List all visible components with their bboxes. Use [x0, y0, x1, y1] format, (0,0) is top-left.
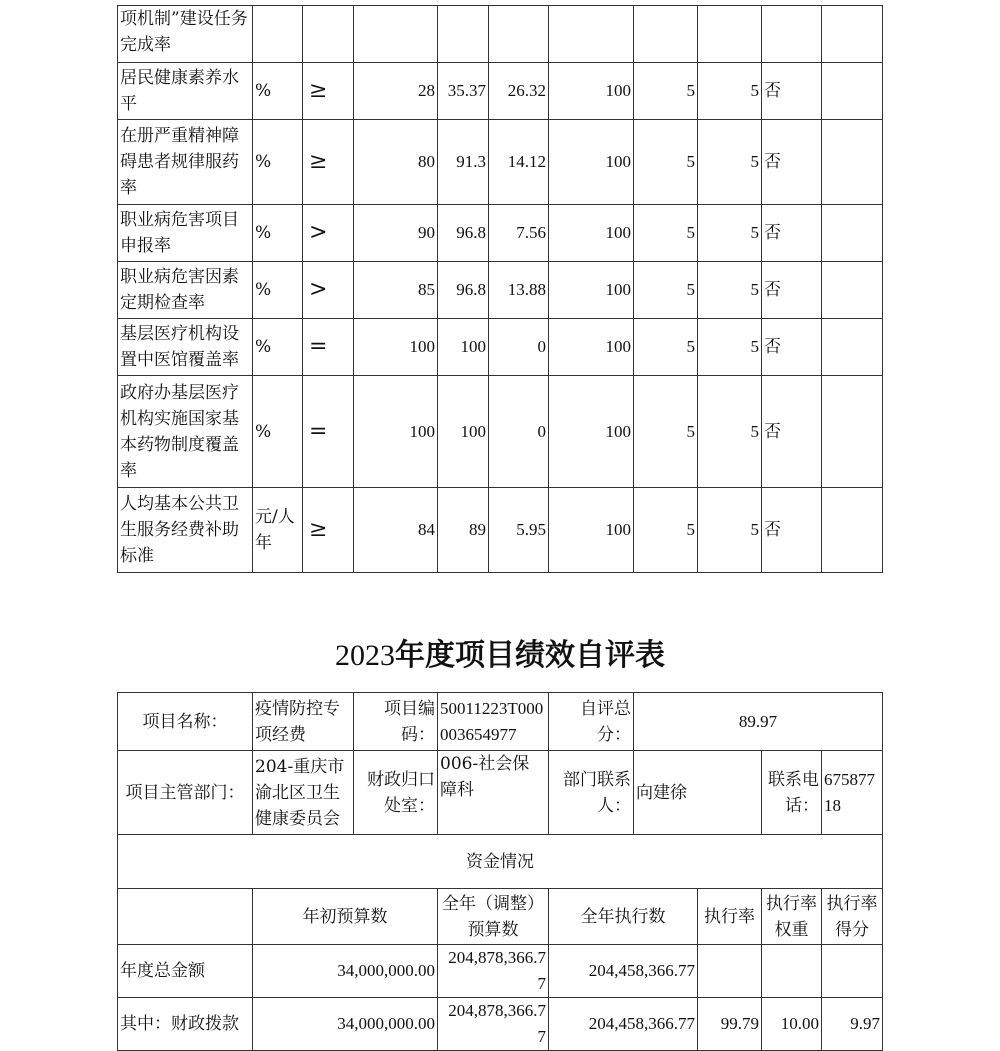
indicator-operator: = [303, 319, 354, 376]
funds-adjusted: 204,878,366.77 [438, 945, 549, 998]
indicator-name: 政府办基层医疗机构实施国家基本药物制度覆盖率 [118, 376, 253, 488]
indicator-remark [822, 120, 883, 205]
funds-rate [698, 945, 762, 998]
indicator-row [118, 376, 883, 488]
indicator-abnormal: 否 [762, 376, 822, 488]
indicator-deviation [489, 6, 549, 63]
indicator-target [354, 6, 438, 63]
indicator-name: 基层医疗机构设置中医馆覆盖率 [118, 319, 253, 376]
indicator-target: 90 [354, 205, 438, 262]
indicator-deviation: 13.88 [489, 262, 549, 319]
funds-rate: 99.79 [698, 998, 762, 1051]
funds-adjusted: 204,878,366.77 [438, 998, 549, 1051]
indicator-abnormal [762, 6, 822, 63]
indicator-actual: 100 [438, 319, 489, 376]
indicator-operator: > [303, 205, 354, 262]
indicator-remark [822, 262, 883, 319]
project-table [117, 692, 883, 1051]
indicator-remark [822, 205, 883, 262]
indicator-remark [822, 488, 883, 573]
indicator-unit: % [253, 120, 303, 205]
indicator-remark [822, 6, 883, 63]
indicator-target: 85 [354, 262, 438, 319]
indicator-score-full: 5 [634, 376, 698, 488]
indicator-score: 5 [698, 205, 762, 262]
indicator-remark [822, 63, 883, 120]
indicator-actual: 89 [438, 488, 489, 573]
indicator-unit: % [253, 63, 303, 120]
indicator-name: 项机制”建设任务完成率 [118, 6, 253, 63]
funds-executed: 204,458,366.77 [549, 998, 698, 1051]
funds-header-blank [118, 889, 253, 945]
indicator-score: 5 [698, 488, 762, 573]
indicator-score: 5 [698, 319, 762, 376]
indicator-weight: 100 [549, 262, 634, 319]
page-title [0, 632, 1000, 680]
indicator-target: 100 [354, 319, 438, 376]
dept-value: 204-重庆市渝北区卫生健康委员会 [253, 751, 354, 835]
indicator-unit: % [253, 319, 303, 376]
indicator-actual: 96.8 [438, 262, 489, 319]
indicator-deviation: 7.56 [489, 205, 549, 262]
title-year: 2023 [335, 639, 395, 672]
indicator-name: 职业病危害项目申报率 [118, 205, 253, 262]
indicator-target: 100 [354, 376, 438, 488]
dept-row [118, 751, 883, 835]
indicator-target: 80 [354, 120, 438, 205]
funds-row-total [118, 945, 883, 998]
indicator-score-full: 5 [634, 488, 698, 573]
indicator-unit: % [253, 376, 303, 488]
phone-value: 67587718 [822, 751, 883, 835]
indicator-deviation: 14.12 [489, 120, 549, 205]
self-score-label: 自评总分： [549, 693, 634, 751]
funds-score: 9.97 [822, 998, 883, 1051]
indicator-operator: > [303, 262, 354, 319]
indicator-unit: 元/人年 [253, 488, 303, 573]
indicator-unit [253, 6, 303, 63]
project-code-label: 项目编码： [354, 693, 438, 751]
indicator-actual: 100 [438, 376, 489, 488]
indicator-deviation: 26.32 [489, 63, 549, 120]
indicator-actual: 96.8 [438, 205, 489, 262]
indicator-score [698, 6, 762, 63]
indicator-deviation: 0 [489, 376, 549, 488]
indicator-table [117, 5, 883, 573]
indicator-table-body [118, 6, 883, 573]
indicator-weight: 100 [549, 319, 634, 376]
indicator-name: 人均基本公共卫生服务经费补助标准 [118, 488, 253, 573]
indicator-actual: 35.37 [438, 63, 489, 120]
indicator-deviation: 5.95 [489, 488, 549, 573]
indicator-abnormal: 否 [762, 63, 822, 120]
project-name-value: 疫情防控专项经费 [253, 693, 354, 751]
indicator-score-full: 5 [634, 319, 698, 376]
indicator-abnormal: 否 [762, 120, 822, 205]
indicator-operator: ≥ [303, 63, 354, 120]
indicator-abnormal: 否 [762, 205, 822, 262]
indicator-score: 5 [698, 262, 762, 319]
indicator-score-full: 5 [634, 63, 698, 120]
header-executed: 全年执行数 [549, 889, 698, 945]
dept-label: 项目主管部门： [118, 751, 253, 835]
indicator-operator: ≥ [303, 488, 354, 573]
indicator-score-full: 5 [634, 205, 698, 262]
funds-section-row [118, 835, 883, 889]
indicator-operator [303, 6, 354, 63]
header-exec-weight: 执行率权重 [762, 889, 822, 945]
contact-value: 向建徐 [634, 751, 762, 835]
funds-executed: 204,458,366.77 [549, 945, 698, 998]
funds-row-label: 其中：财政拨款 [118, 998, 253, 1051]
indicator-unit: % [253, 205, 303, 262]
indicator-row [118, 6, 883, 63]
indicator-row [118, 120, 883, 205]
header-initial-budget: 年初预算数 [253, 889, 438, 945]
phone-label: 联系电话： [762, 751, 822, 835]
indicator-score: 5 [698, 120, 762, 205]
funds-weight: 10.00 [762, 998, 822, 1051]
indicator-name: 居民健康素养水平 [118, 63, 253, 120]
funds-section-title: 资金情况 [118, 835, 883, 889]
indicator-remark [822, 376, 883, 488]
indicator-actual [438, 6, 489, 63]
indicator-row [118, 63, 883, 120]
funds-row-label: 年度总金额 [118, 945, 253, 998]
indicator-remark [822, 319, 883, 376]
indicator-deviation: 0 [489, 319, 549, 376]
indicator-weight: 100 [549, 63, 634, 120]
indicator-score-full: 5 [634, 120, 698, 205]
indicator-target: 84 [354, 488, 438, 573]
funds-initial: 34,000,000.00 [253, 945, 438, 998]
funds-weight [762, 945, 822, 998]
indicator-unit: % [253, 262, 303, 319]
indicator-weight [549, 6, 634, 63]
indicator-row [118, 205, 883, 262]
contact-label: 部门联系人： [549, 751, 634, 835]
indicator-weight: 100 [549, 488, 634, 573]
header-exec-rate: 执行率 [698, 889, 762, 945]
funds-header-row [118, 889, 883, 945]
indicator-row [118, 488, 883, 573]
indicator-weight: 100 [549, 120, 634, 205]
funds-score [822, 945, 883, 998]
funds-initial: 34,000,000.00 [253, 998, 438, 1051]
finance-office-label: 财政归口处室： [354, 751, 438, 835]
finance-office-value: 006-社会保障科 [438, 751, 549, 835]
funds-row-fiscal [118, 998, 883, 1051]
indicator-operator: ≥ [303, 120, 354, 205]
title-text: 年度项目绩效自评表 [395, 638, 665, 673]
header-adjusted-budget: 全年（调整）预算数 [438, 889, 549, 945]
indicator-name: 职业病危害因素定期检查率 [118, 262, 253, 319]
self-score-value: 89.97 [634, 693, 883, 751]
indicator-abnormal: 否 [762, 488, 822, 573]
indicator-score-full: 5 [634, 262, 698, 319]
project-code-value: 50011223T000003654977 [438, 693, 549, 751]
indicator-target: 28 [354, 63, 438, 120]
indicator-score: 5 [698, 376, 762, 488]
indicator-weight: 100 [549, 205, 634, 262]
indicator-name: 在册严重精神障碍患者规律服药率 [118, 120, 253, 205]
indicator-abnormal: 否 [762, 262, 822, 319]
indicator-score-full [634, 6, 698, 63]
indicator-row [118, 319, 883, 376]
indicator-score: 5 [698, 63, 762, 120]
indicator-abnormal: 否 [762, 319, 822, 376]
header-exec-score: 执行率得分 [822, 889, 883, 945]
indicator-actual: 91.3 [438, 120, 489, 205]
indicator-weight: 100 [549, 376, 634, 488]
project-name-row [118, 693, 883, 751]
indicator-row [118, 262, 883, 319]
indicator-operator: = [303, 376, 354, 488]
project-name-label: 项目名称： [118, 693, 253, 751]
